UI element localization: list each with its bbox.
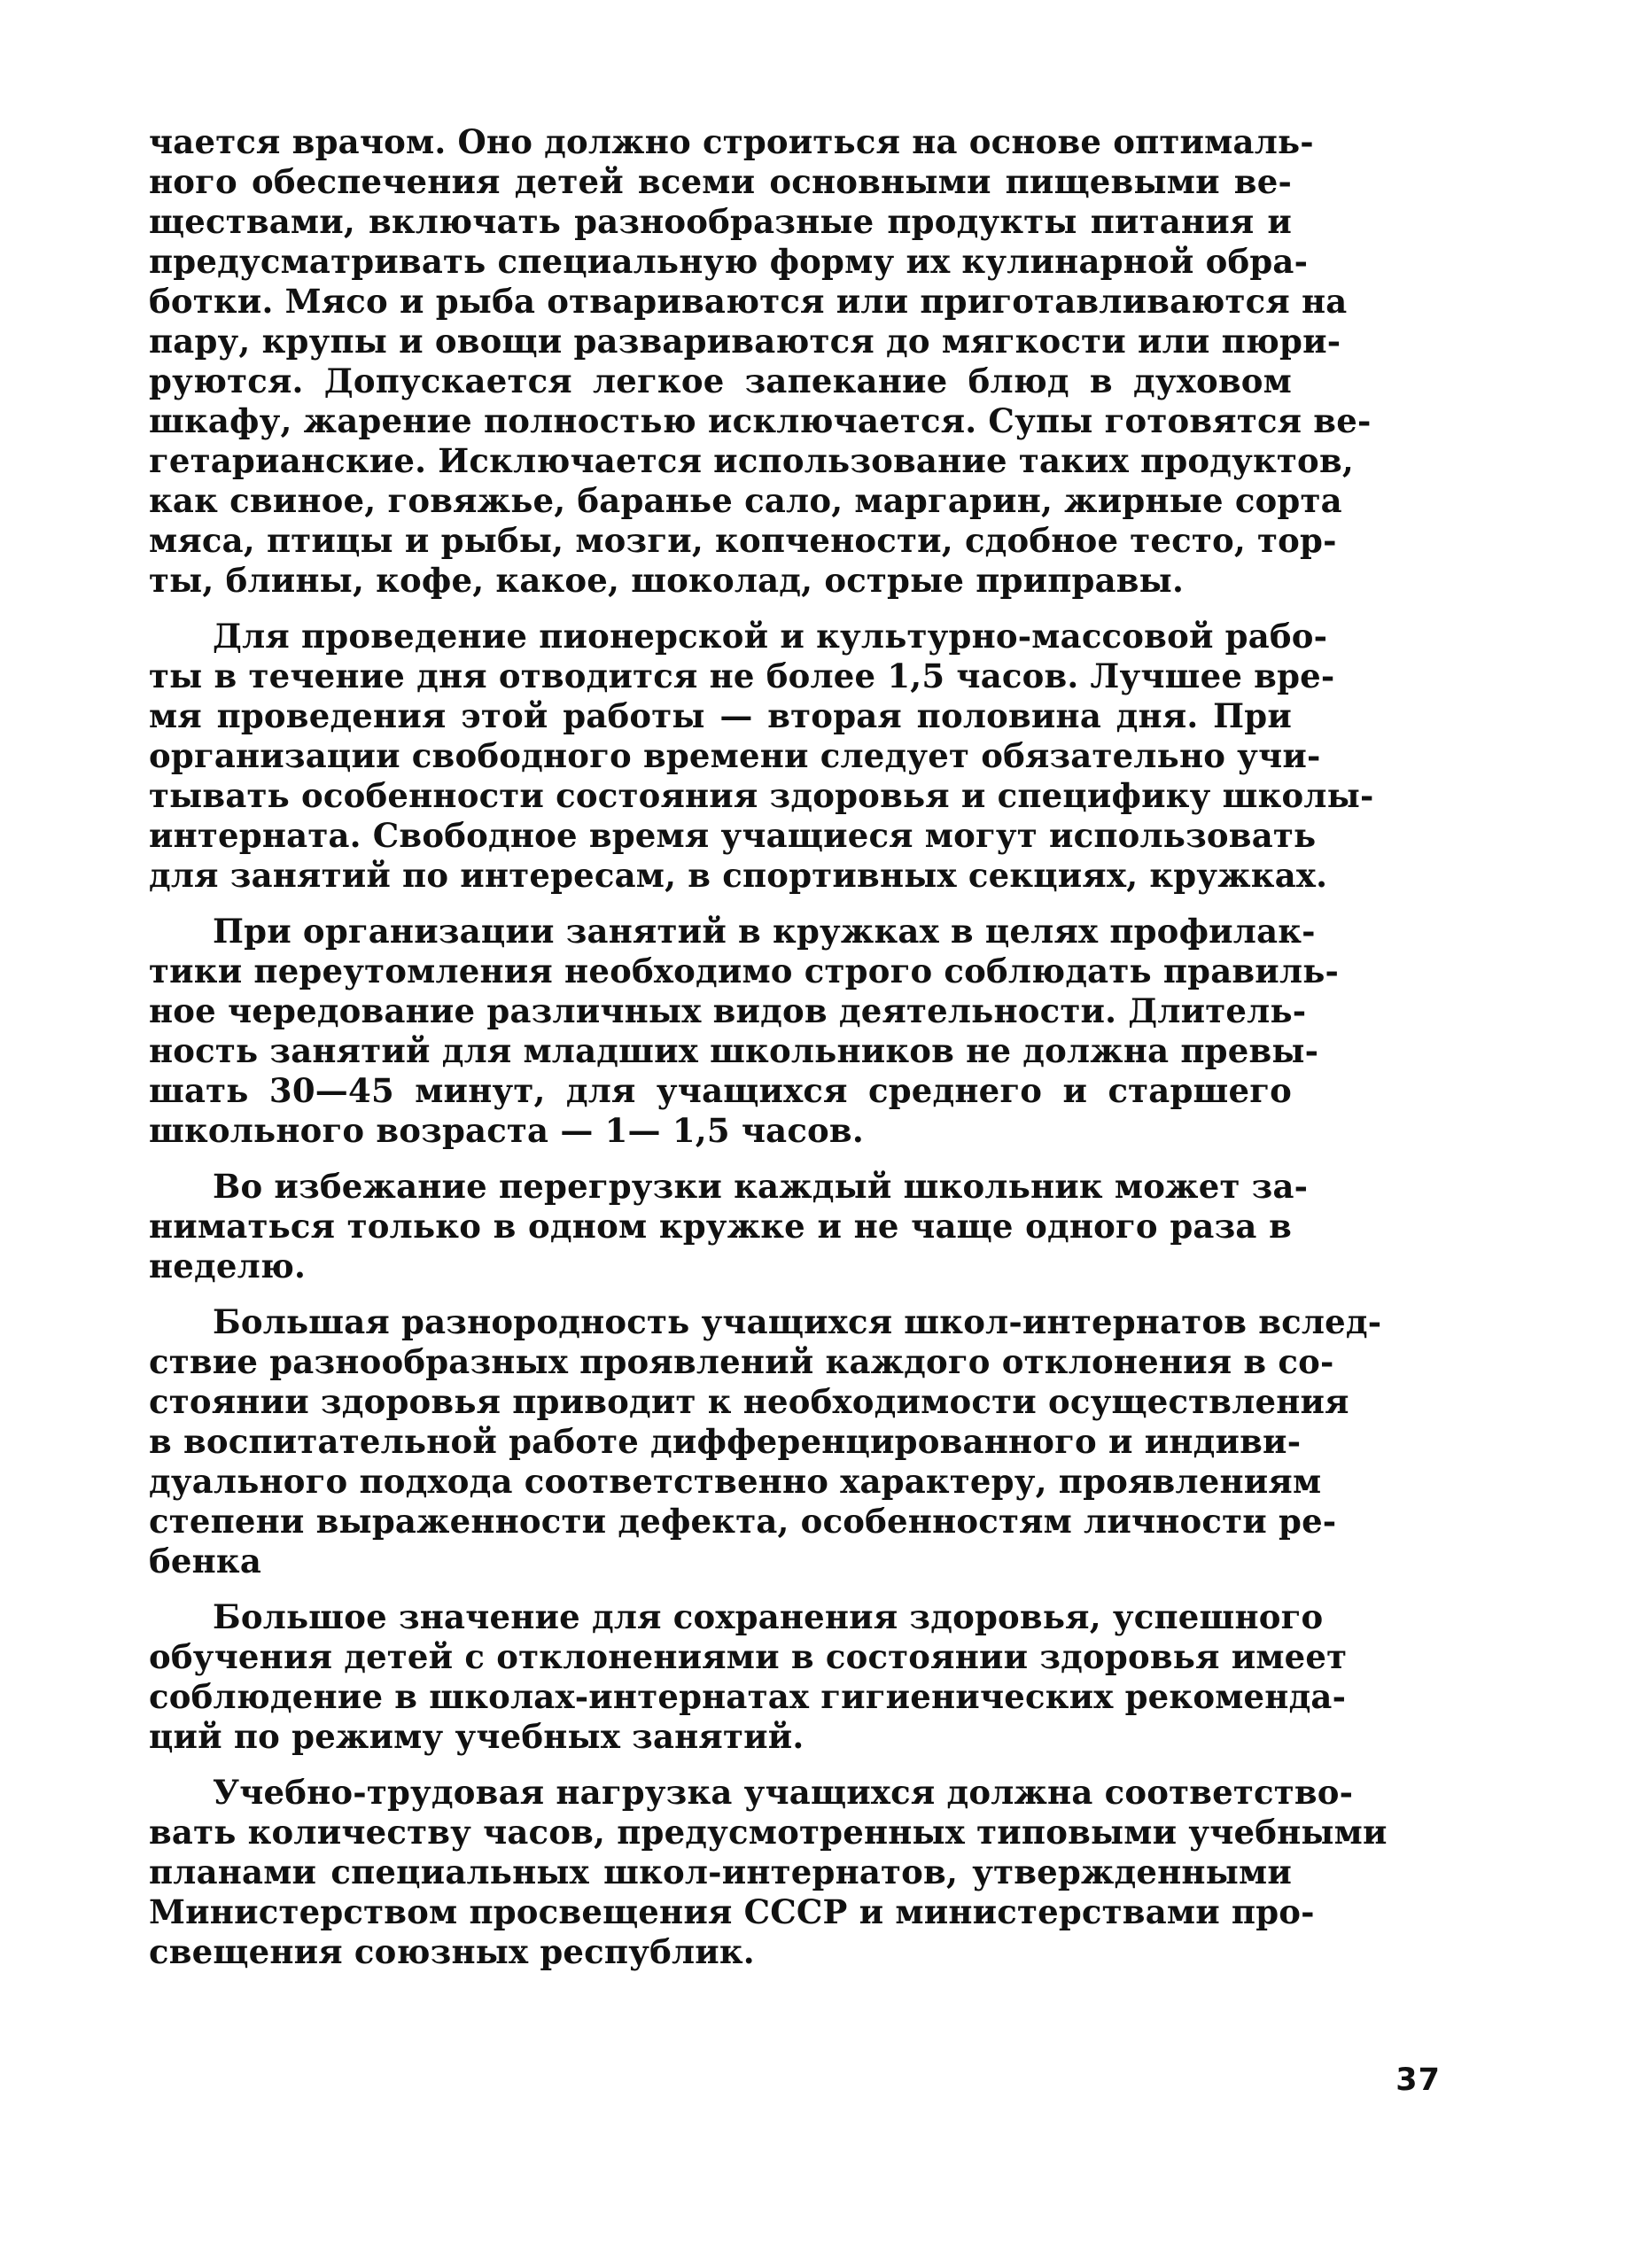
text-line: Министерством просвещения СССР и министерствами про- [149,1892,1315,1931]
paragraph [149,1302,1382,1581]
text-line: шкафу, жарение полностью исключается. Супы готовятся ве- [149,401,1372,440]
text-line: в воспитательной работе дифференцированного и индиви- [149,1422,1302,1461]
text-line: ствие разнообразных проявлений каждого отклонения в со- [149,1342,1334,1381]
text-line: ное чередование различных видов деятельности. Длитель- [149,991,1307,1030]
text-line: шать 30—45 минут, для учащихся среднего и старшего [149,1071,1292,1110]
text-line: При организации занятий в кружках в целях профилак- [213,912,1316,951]
text-line: вать количеству часов, предусмотренных типовыми учебными [149,1813,1388,1852]
page-number: 37 [1395,2062,1441,2098]
text-line: степени выраженности дефекта, особенностям личности ре- [149,1502,1337,1541]
text-line: предусматривать специальную форму их кулинарной обра- [149,242,1309,281]
text-line: Во избежание перегрузки каждый школьник может за- [213,1167,1309,1206]
text-line: ций по режиму учебных занятий. [149,1717,805,1756]
text-line: тики переутомления необходимо строго соблюдать правиль- [149,951,1340,990]
text-line: интерната. Свободное время учащиеся могут использовать [149,816,1317,855]
text-line: гетарианские. Исключается использование таких продуктов, [149,441,1354,480]
text-line: Большая разнородность учащихся школ-интернатов вслед- [213,1302,1382,1341]
text-line: Для проведение пионерской и культурно-массовой рабо- [213,617,1328,656]
text-line: ность занятий для младших школьников не должна превы- [149,1031,1319,1070]
text-line: ниматься только в одном кружке и не чаще одного раза в [149,1207,1292,1246]
text-line: тывать особенности состояния здоровья и специфику школы- [149,776,1374,815]
paragraph [149,912,1340,1151]
text-line: чается врачом. Оно должно строиться на основе оптималь- [149,122,1314,161]
text-line: ты в течение дня отводится не более 1,5 часов. Лучшее вре- [149,656,1335,695]
text-line: Учебно-трудовая нагрузка учащихся должна соответство- [213,1773,1354,1812]
text-line: обучения детей с отклонениями в состоянии здоровья имеет [149,1637,1348,1676]
text-line: бенка [149,1542,261,1581]
paragraph [149,1167,1309,1286]
text-line: мя проведения этой работы — вторая половина дня. При [149,696,1292,735]
text-line: неделю. [149,1247,307,1285]
text-line: для занятий по интересам, в спортивных секциях, кружках. [149,856,1328,895]
text-line: стоянии здоровья приводит к необходимости осуществления [149,1382,1349,1421]
text-line: дуального подхода соответственно характеру, проявлениям [149,1462,1322,1501]
text-line: организации свободного времени следует обязательно учи- [149,736,1321,775]
paragraph [149,1597,1348,1757]
paragraph [149,1773,1388,1972]
text-line: соблюдение в школах-интернатах гигиенических рекоменда- [149,1677,1347,1716]
text-line: ботки. Мясо и рыба отвариваются или приготавливаются на [149,282,1348,321]
text-line: руются. Допускается легкое запекание блюд в духовом [149,361,1292,400]
text-line: ного обеспечения детей всеми основными пищевыми ве- [149,162,1292,201]
text-line: ты, блины, кофе, какое, шоколад, острые приправы. [149,561,1185,600]
paragraph [149,122,1372,601]
body-text [149,122,1388,1972]
text-line: планами специальных школ-интернатов, утвержденными [149,1852,1292,1891]
text-line: Большое значение для сохранения здоровья, успешного [213,1597,1324,1636]
text-line: свещения союзных республик. [149,1932,755,1971]
text-line: мяса, птицы и рыбы, мозги, копчености, сдобное тесто, тор- [149,521,1337,560]
text-line: школьного возраста — 1— 1,5 часов. [149,1111,864,1150]
text-line: пару, крупы и овощи развариваются до мягкости или пюри- [149,322,1341,361]
text-line: ществами, включать разнообразные продукты питания и [149,202,1292,241]
text-line: как свиное, говяжье, баранье сало, маргарин, жирные сорта [149,481,1342,520]
book-page [149,122,1441,2116]
paragraph [149,617,1374,896]
